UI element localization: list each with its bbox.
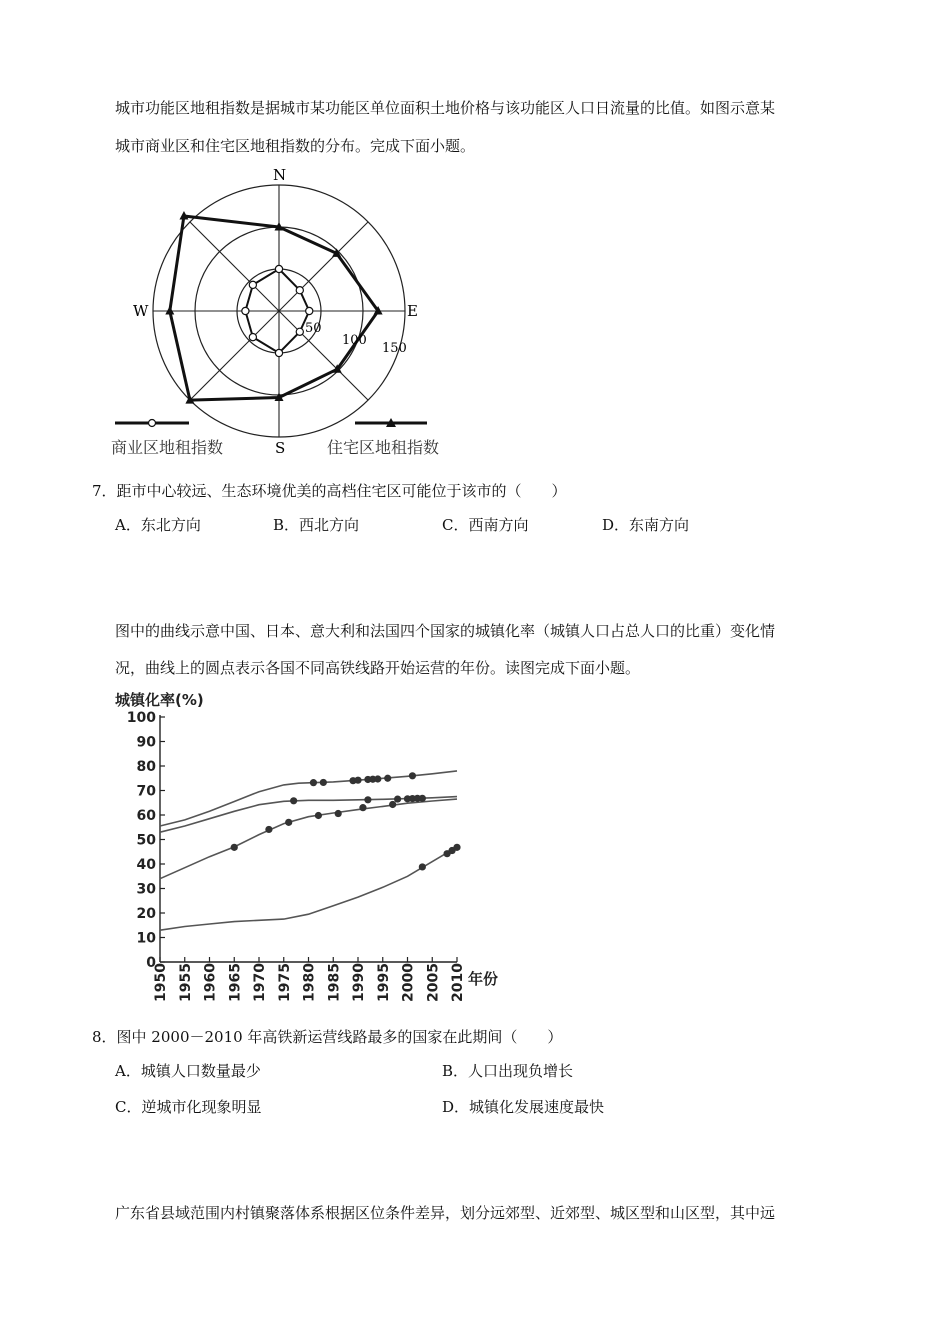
y-tick-label: 60 [136, 808, 156, 824]
rent-index-radar-chart [105, 160, 475, 460]
chart-axes [127, 710, 466, 1002]
q7-option-d[interactable]: D．东南方向 [602, 516, 690, 534]
q7-option-b[interactable]: B．西北方向 [273, 516, 360, 534]
hsr-opening-point [374, 775, 381, 782]
hsr-opening-point [419, 795, 426, 802]
urbanization-rate-chart [105, 685, 515, 1010]
passage2-line1: 图中的曲线示意中国、日本、意大利和法国四个国家的城镇化率（城镇人口占总人口的比重）变化情 [115, 622, 776, 640]
legend-commercial-label: 商业区地租指数 [111, 438, 224, 457]
y-tick-label: 70 [136, 783, 156, 800]
hsr-opening-point [409, 772, 416, 779]
q8-option-a[interactable]: A．城镇人口数量最少 [115, 1062, 261, 1080]
y-tick-label: 40 [136, 857, 156, 873]
passage1-line1: 城市功能区地租指数是据城市某功能区单位面积土地价格与该功能区人口日流量的比值。如图示意某 [115, 99, 776, 117]
y-tick-label: 100 [126, 710, 156, 726]
y-tick-label: 80 [136, 759, 156, 775]
hsr-opening-point [394, 795, 401, 802]
q8-option-b[interactable]: B．人口出现负增长 [442, 1062, 574, 1080]
commercial-point [296, 328, 303, 335]
x-tick-label: 2000 [400, 963, 417, 1002]
commercial-point [249, 281, 256, 288]
ring-label-150: 150 [382, 341, 407, 356]
y-tick-label: 90 [136, 734, 156, 751]
hsr-opening-point [310, 779, 317, 786]
commercial-point [275, 265, 282, 272]
hsr-opening-point [364, 796, 371, 803]
x-tick-label: 1975 [276, 963, 293, 1002]
hsr-opening-point [354, 777, 361, 784]
passage1-line2: 城市商业区和住宅区地租指数的分布。完成下面小题。 [115, 137, 476, 155]
x-tick-label: 1950 [153, 963, 169, 1002]
direction-n: N [273, 166, 287, 184]
hsr-opening-point [231, 844, 238, 851]
passage2-line2: 况，曲线上的圆点表示各国不同高铁线路开始运营的年份。读图完成下面小题。 [115, 659, 641, 677]
direction-e: E [407, 302, 418, 320]
y-tick-label: 20 [136, 906, 156, 922]
hsr-opening-point [389, 801, 396, 808]
hsr-opening-point [384, 775, 391, 782]
passage3-line1: 广东省县域范围内村镇聚落体系根据区位条件差异，划分远郊型、近郊型、城区型和山区型，其中远 [115, 1204, 776, 1222]
q8-option-c[interactable]: C．逆城市化现象明显 [115, 1098, 262, 1116]
legend-residential-label: 住宅区地租指数 [327, 438, 440, 457]
q8-stem: 8．图中 2000－2010 年高铁新运营线路最多的国家在此期间（ ） [92, 1028, 563, 1046]
hsr-opening-point [320, 779, 327, 786]
commercial-point [275, 349, 282, 356]
x-tick-label: 1980 [301, 963, 318, 1002]
residential-point [165, 306, 174, 315]
x-tick-label: 1970 [252, 963, 268, 1002]
commercial-point [296, 287, 303, 294]
y-tick-label: 0 [146, 955, 156, 971]
x-tick-label: 1960 [202, 963, 219, 1002]
hsr-opening-point [419, 863, 426, 870]
hsr-opening-point [359, 804, 366, 811]
chart-markers [231, 772, 461, 870]
q7-option-c[interactable]: C．西南方向 [442, 516, 529, 534]
hsr-opening-point [290, 797, 297, 804]
x-tick-label: 1985 [326, 963, 343, 1002]
hsr-opening-point [315, 812, 322, 819]
legend-commercial-marker [149, 420, 156, 427]
commercial-point [306, 307, 313, 314]
x-tick-label: 1955 [177, 963, 194, 1002]
y-tick-label: 30 [136, 881, 156, 898]
ring-label-100: 100 [342, 333, 367, 348]
direction-s: S [275, 439, 286, 457]
chart-lines [160, 771, 457, 930]
x-tick-label: 2010 [450, 963, 466, 1002]
y-tick-label: 50 [136, 832, 156, 849]
q8-option-d[interactable]: D．城镇化发展速度最快 [442, 1098, 605, 1116]
x-tick-label: 1995 [375, 963, 392, 1002]
x-tick-label: 1990 [351, 963, 367, 1002]
hsr-opening-point [453, 844, 460, 851]
q7-option-a[interactable]: A．东北方向 [115, 516, 201, 534]
q7-stem: 7．距市中心较远、生态环境优美的高档住宅区可能位于该市的（ ） [92, 482, 567, 500]
commercial-point [242, 307, 249, 314]
series-line-curve-c [160, 799, 457, 879]
ring-label-50: 50 [305, 321, 322, 336]
x-axis-title: 年份 [468, 970, 499, 988]
y-axis-title: 城镇化率(%) [115, 691, 204, 709]
hsr-opening-point [265, 826, 272, 833]
y-tick-label: 10 [136, 930, 156, 947]
direction-w: W [133, 302, 149, 320]
hsr-opening-point [335, 810, 342, 817]
hsr-opening-point [285, 819, 292, 826]
x-tick-label: 2005 [425, 963, 442, 1002]
x-tick-label: 1965 [227, 963, 244, 1002]
commercial-point [249, 334, 256, 341]
